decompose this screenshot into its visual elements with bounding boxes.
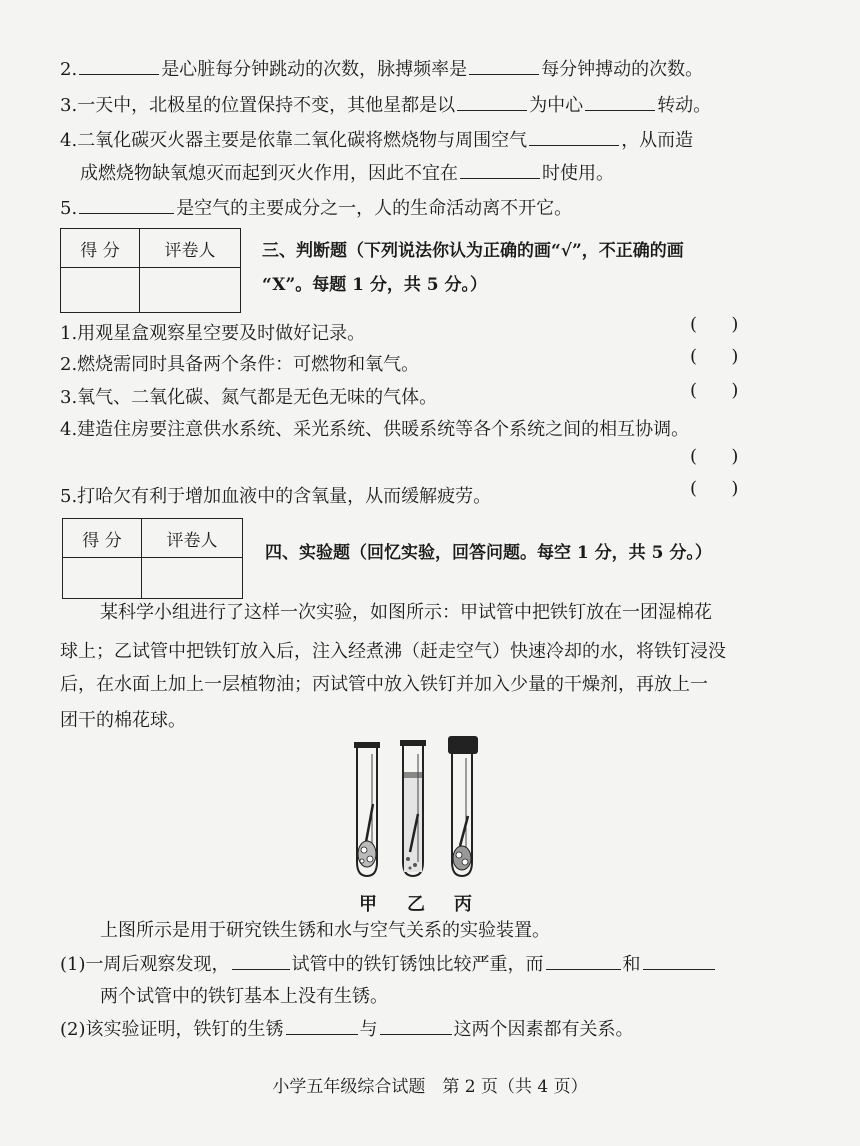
tube-yi [400, 740, 426, 876]
judge-item-5: 5.打哈欠有利于增加血液中的含氧量，从而缓解疲劳。 [60, 486, 492, 507]
experiment-q1-cont: 两个试管中的铁钉基本上没有生锈。 [100, 986, 388, 1007]
answer-blank[interactable] [529, 127, 619, 146]
experiment-text-2: 球上；乙试管中把铁钉放入后，注入经煮沸（赶走空气）快速冷却的水，将铁钉浸没 [60, 641, 726, 662]
experiment-q1: (1)一周后观察发现， 试管中的铁钉锈蚀比较严重，而 和 [60, 951, 717, 978]
answer-blank[interactable] [232, 951, 290, 970]
question-4-cont: 成燃烧物缺氧熄灭而起到灭火作用，因此不宜在 时使用。 [80, 160, 614, 187]
section3-title-cont: “X”。每题 1 分，共 5 分。） [262, 275, 488, 295]
answer-blank[interactable] [457, 92, 527, 111]
answer-paren[interactable]: ( ) [690, 380, 739, 401]
section3-title: 三、判断题（下列说法你认为正确的画“√”，不正确的画 [262, 241, 684, 261]
answer-blank[interactable] [79, 195, 174, 214]
judge-item-3: 3.氧气、二氧化碳、氮气都是无色无味的气体。 [60, 387, 438, 408]
answer-blank[interactable] [286, 1016, 358, 1035]
question-3: 3.一天中，北极星的位置保持不变，其他星都是以 为中心 转动。 [60, 92, 711, 119]
tube-label-bing: 丙 [454, 894, 472, 915]
experiment-text-1: 某科学小组进行了这样一次实验，如图所示：甲试管中把铁钉放在一团湿棉花 [100, 602, 712, 623]
question-5: 5. 是空气的主要成分之一，人的生命活动离不开它。 [60, 195, 572, 222]
experiment-text-3: 后，在水面上加上一层植物油；丙试管中放入铁钉并加入少量的干燥剂，再放上一 [60, 674, 708, 695]
figure-caption: 上图所示是用于研究铁生锈和水与空气关系的实验装置。 [100, 920, 550, 941]
answer-blank[interactable] [546, 951, 621, 970]
section4-title: 四、实验题（回忆实验，回答问题。每空 1 分，共 5 分。） [265, 543, 712, 563]
answer-blank[interactable] [79, 56, 159, 75]
grader-header: 评卷人 [140, 229, 241, 268]
score-table [62, 518, 243, 599]
tube-jia [354, 742, 380, 876]
judge-item-1: 1.用观星盒观察星空要及时做好记录。 [60, 323, 366, 344]
answer-paren[interactable]: ( ) [690, 478, 739, 499]
grader-cell[interactable] [140, 268, 241, 313]
answer-paren[interactable]: ( ) [690, 446, 739, 467]
experiment-q2: (2)该实验证明，铁钉的生锈 与 这两个因素都有关系。 [60, 1016, 634, 1043]
answer-paren[interactable]: ( ) [690, 346, 739, 367]
answer-blank[interactable] [469, 56, 539, 75]
tube-bing [448, 736, 478, 876]
test-tubes-figure [340, 734, 500, 884]
answer-blank[interactable] [380, 1016, 452, 1035]
answer-paren[interactable]: ( ) [690, 314, 739, 335]
question-2: 2. 是心脏每分钟跳动的次数，脉搏频率是 每分钟搏动的次数。 [60, 56, 703, 83]
score-header: 得 分 [61, 229, 140, 268]
question-4: 4.二氧化碳灭火器主要是依靠二氧化碳将燃烧物与周围空气 ，从而造 [60, 127, 693, 154]
answer-blank[interactable] [585, 92, 655, 111]
score-cell[interactable] [63, 558, 142, 599]
experiment-text-4: 团干的棉花球。 [60, 710, 186, 731]
answer-blank[interactable] [643, 951, 715, 970]
score-header: 得 分 [63, 519, 142, 558]
score-table [60, 228, 241, 313]
judge-item-2: 2.燃烧需同时具备两个条件：可燃物和氧气。 [60, 354, 420, 375]
tube-label-jia: 甲 [359, 894, 377, 915]
page-footer: 小学五年级综合试题 第 2 页（共 4 页） [272, 1077, 588, 1097]
score-cell[interactable] [61, 268, 140, 313]
grader-cell[interactable] [142, 558, 243, 599]
answer-blank[interactable] [460, 160, 540, 179]
judge-item-4: 4.建造住房要注意供水系统、采光系统、供暖系统等各个系统之间的相互协调。 [60, 419, 690, 440]
grader-header: 评卷人 [142, 519, 243, 558]
tube-label-yi: 乙 [407, 894, 425, 915]
